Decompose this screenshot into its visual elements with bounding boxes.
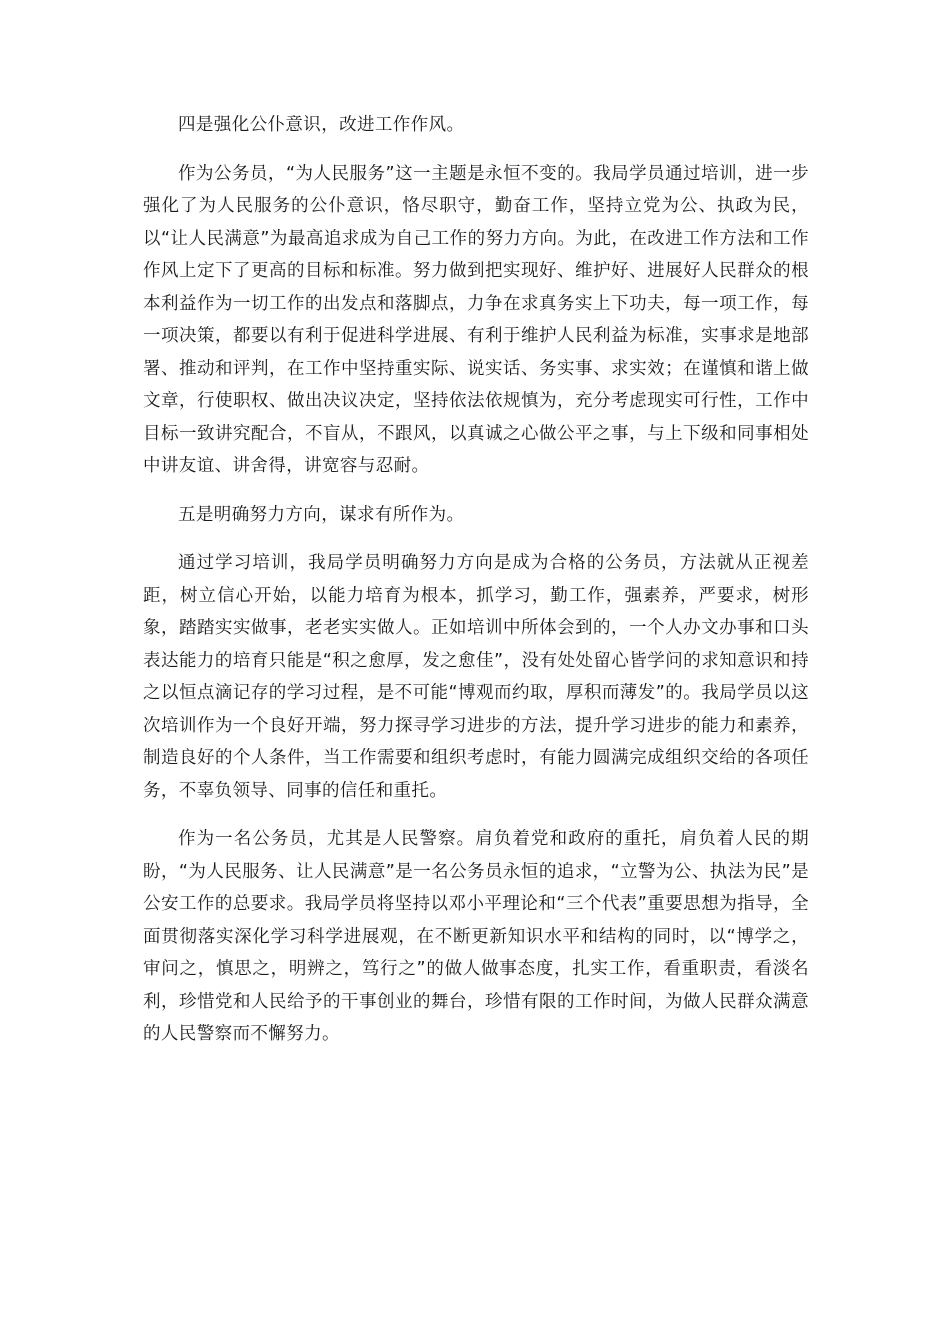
paragraph-heading-5: 五是明确努力方向，谋求有所作为。 bbox=[178, 504, 465, 525]
paragraph-police-commitment: 作为一名公务员，尤其是人民警察。肩负着党和政府的重托，肩负着人民的期盼，“为人民服务、让人民满意”是一名公务员永恒的追求，“立警为公、执法为民”是公安工作的总要求。我局学员将坚持以邓小平理论和“三个代表”重要思想为指导，全面贯彻落实深化学习科学进展观，在不断更新知识水平和结构的同时，以“博学之，审问之，慎思之，明辨之，笃行之”的做人做事态度，扎实工作，看重职责，看淡名利，珍惜党和人民给予的干事创业的舞台，珍惜有限的工作时间，为做人民群众满意的人民警察而不懈努力。 bbox=[143, 829, 809, 1044]
document-body bbox=[143, 109, 809, 1067]
paragraph-heading-4: 四是强化公仆意识，改进工作作风。 bbox=[178, 115, 465, 135]
paragraph-public-servant-awareness: 作为公务员，“为人民服务”这一主题是永恒不变的。我局学员通过培训，进一步强化了为人民服务的公仆意识，恪尽职守，勤奋工作，坚持立党为公、执政为民，以“让人民满意”为最高追求成为自己工作的努力方向。为此，在改进工作方法和工作作风上定下了更高的目标和标准。努力做到把实现好、维护好、进展好人民群众的根本利益作为一切工作的出发点和落脚点，力争在求真务实上下功夫，每一项工作，每一项决策，都要以有利于促进科学进展、有利于维护人民利益为标准，实事求是地部署、推动和评判，在工作中坚持重实际、说实话、务实事、求实效；在谨慎和谐上做文章，行使职权、做出决议决定，坚持依法依规慎为，充分考虑现实可行性，工作中目标一致讲究配合，不盲从，不跟风，以真诚之心做公平之事，与上下级和同事相处中讲友谊、讲舍得，讲宽容与忍耐。 bbox=[143, 163, 809, 476]
paragraph-study-direction: 通过学习培训，我局学员明确努力方向是成为合格的公务员，方法就从正视差距，树立信心开始，以能力培育为根本，抓学习，勤工作，强素养，严要求，树形象，踏踏实实做事，老老实实做人。正如培训中所体会到的，一个人办文办事和口头表达能力的培育只能是“积之愈厚，发之愈佳”，没有处处留心皆学问的求知意识和持之以恒点滴记存的学习过程，是不可能“博观而约取，厚积而薄发”的。我局学员以这次培训作为一个良好开端，努力探寻学习进步的方法，提升学习进步的能力和素养，制造良好的个人条件，当工作需要和组织考虑时，有能力圆满完成组织交给的各项任务，不辜负领导、同事的信任和重托。 bbox=[143, 553, 809, 801]
